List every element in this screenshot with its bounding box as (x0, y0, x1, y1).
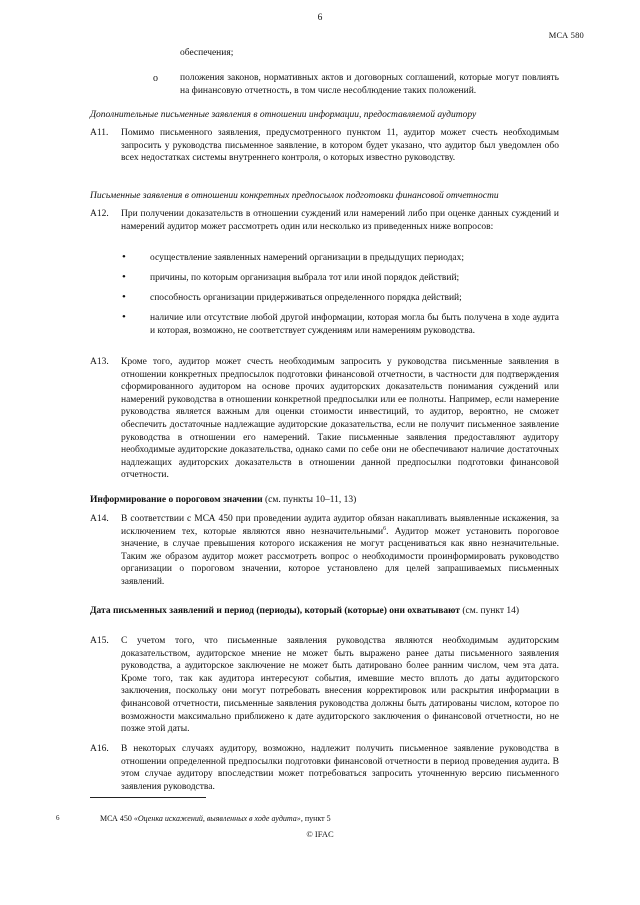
footnote-prefix: МСА 450 (100, 814, 134, 823)
sub-bullet-marker: o (153, 73, 158, 84)
section-heading-specific-assertions: Письменные заявления в отношении конкретных предпосылок подготовки финансовой отчетности (90, 191, 499, 201)
copyright-footer: © IFAC (306, 829, 334, 839)
paragraph-a12: При получении доказательств в отношении суждений или намерений либо при оценке данных суждений и намерений аудитор может рассмотреть один или несколько из приведенных ниже вопросов: (121, 209, 559, 232)
paragraph-a16: В некоторых случаях аудитору, возможно, надлежит получить письменное заявление руководства в отношении определенной предпосылки подготовки финансовой отчетности в период проведения аудита. В этом случае аудитору впоследствии может потребоваться запросить уточненную версию письменного заявления руководства. (121, 744, 559, 792)
paragraph-label-a16: A16. (90, 744, 109, 754)
heading-bold-part: Информирование о пороговом значении (90, 495, 263, 505)
bullet-marker: • (122, 291, 126, 303)
section-heading-date-and-period (90, 605, 560, 618)
section-heading-additional-statements: Дополнительные письменные заявления в отношении информации, предоставляемой аудитору (90, 110, 477, 120)
footnote-divider (90, 797, 206, 798)
footnote-number: 6 (56, 814, 60, 822)
section-heading-threshold (90, 494, 560, 507)
paragraph-a13: Кроме того, аудитор может счесть необходимым запросить у руководства письменные заявления в отношении конкретных предпосылок подготовки финансовой отчетности, в частности для подтверждения сформированного аудитором на основе прочих аудиторских доказательств понимания суждений или намерений руководства в отношении конкретной предпосылки или ее полноты. Например, если намерение руководства является важным для оценки стоимости инвестиций, то аудитор, вероятно, не сможет обеспечить достаточные надлежащие аудиторские доказательства, если не получит письменное заявление руководства в отношении его намерений. Такие письменные заявления предоставляют аудитору необходимые аудиторские доказательства, однако сами по себе они не обеспечивают наличие достаточных надлежащих аудиторских доказательств в отношении данной предпосылки подготовки финансовой отчетности. (121, 357, 559, 481)
continued-text: обеспечения; (180, 48, 234, 58)
bullet-marker: • (122, 271, 126, 283)
paragraph-a14 (121, 513, 559, 589)
page-number: 6 (317, 13, 323, 23)
a14-text-start: В соответствии с МСА 450 при проведении аудита аудитор обязан накапливать выявленные искажения, за исключением тех, которые являются явно незначительными (121, 514, 559, 537)
paragraph-label-a15: A15. (90, 636, 109, 646)
heading-reference: (см. пункты 10–11, 13) (262, 495, 357, 505)
a14-text-end: . Аудитор может установить пороговое значение, в случае превышения которого искажения не могут расцениваться как явно незначительные. Таким же образом аудитор может рассмотреть вопрос о необходимости проинформировать руководство организации о пороговом значении, которое установлено для целей запрашиваемых письменных заявлений. (121, 526, 559, 587)
footnote-suffix: , пункт 5 (300, 814, 331, 823)
bullet-marker: • (122, 251, 126, 263)
bullet-item: наличие или отсутствие любой другой информации, которая могла бы быть получена в ходе аудита и которая, возможно, не соответствует суждениям или намерениям руководства. (150, 313, 559, 336)
footnote-text (100, 813, 331, 826)
footnote-title: «Оценка искажений, выявленных в ходе аудита» (133, 814, 301, 823)
footnote-reference: 6 (383, 525, 387, 532)
bullet-item: способность организации придерживаться определенного порядка действий; (150, 293, 462, 303)
bullet-item: осуществление заявленных намерений организации в предыдущих периодах; (150, 253, 465, 263)
paragraph-a11: Помимо письменного заявления, предусмотренного пунктом 11, аудитор может счесть необходимым запросить у руководства письменное заявление, в котором будет указано, что аудитор был уведомлен обо всех недостатках системы внутреннего контроля, о которых известно руководству. (121, 128, 559, 164)
sub-bullet-text: положения законов, нормативных актов и договорных соглашений, которые могут повлиять на финансовую отчетность, в том числе несоблюдение таких положений. (180, 73, 559, 96)
paragraph-label-a11: A11. (90, 128, 109, 138)
paragraph-label-a13: A13. (90, 357, 109, 367)
bullet-item: причины, по которым организация выбрала тот или иной порядок действий; (150, 273, 460, 283)
standard-code: МСА 580 (548, 30, 584, 40)
paragraph-a15: С учетом того, что письменные заявления руководства являются необходимым аудиторским доказательством, аудиторское мнение не может быть выражено ранее даты письменного заявления руководства, а аудиторское заключение не может быть датировано более ранним числом, чем эта дата. Кроме того, так как аудитора интересуют события, имевшие место вплоть до даты аудиторского заключения, поскольку они могут потребовать внесения корректировок или раскрытия информации в финансовой отчетности, письменные заявления руководства должны быть датированы числом, которое по возможности максимально приближено к дате аудиторского заключения о финансовой отчетности, но не позже этой даты. (121, 636, 559, 735)
heading-bold-part: Дата письменных заявлений и период (периоды), который (которые) они охватывают (90, 606, 460, 616)
paragraph-label-a12: A12. (90, 209, 109, 219)
heading-reference: (см. пункт 14) (459, 606, 520, 616)
paragraph-label-a14: A14. (90, 514, 109, 524)
bullet-marker: • (122, 311, 126, 323)
